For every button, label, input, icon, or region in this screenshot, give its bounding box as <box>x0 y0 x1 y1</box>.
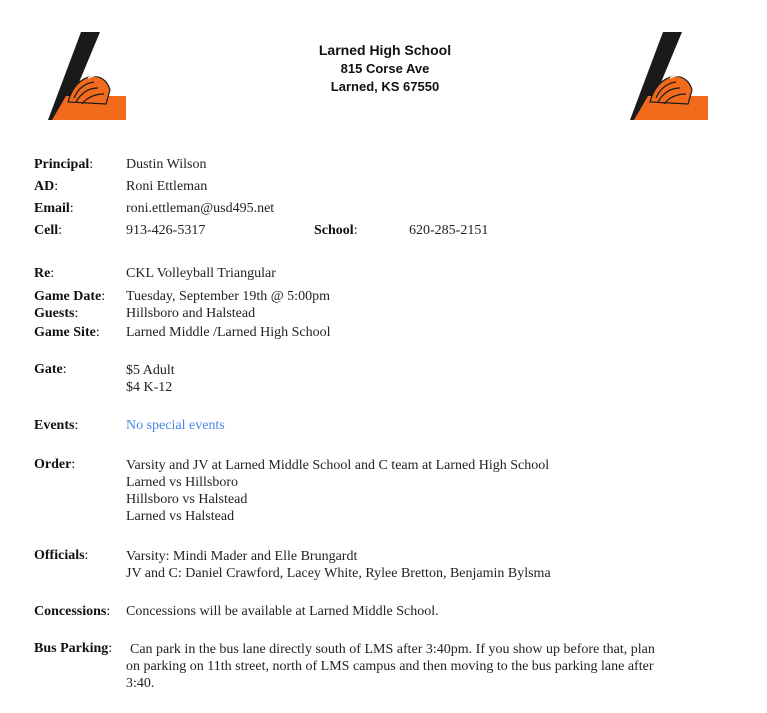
bus-line: on parking on 11th street, north of LMS campus and then moving to the bus parking lane after <box>126 659 654 674</box>
order-line: Hillsboro vs Halstead <box>126 492 248 507</box>
order-line: Larned vs Halstead <box>126 509 235 524</box>
ad-value: Roni Ettleman <box>126 179 208 194</box>
principal-value: Dustin Wilson <box>126 157 207 172</box>
game-date-value: Tuesday, September 19th @ 5:00pm <box>126 289 330 304</box>
order-list <box>126 457 549 525</box>
ad-label: AD: <box>34 179 59 194</box>
larned-logo-left <box>48 32 128 122</box>
re-label: Re: <box>34 266 55 281</box>
school-name: Larned High School <box>318 42 452 58</box>
guests-value: Hillsboro and Halstead <box>126 306 256 321</box>
bus-line: 3:40. <box>126 676 155 691</box>
order-line: Varsity and JV at Larned Middle School and C team at Larned High School <box>126 458 550 473</box>
concessions-label: Concessions: <box>34 604 111 619</box>
bus-line: Can park in the bus lane directly south of LMS after 3:40pm. If you show up before that, plan <box>130 642 655 657</box>
game-site-label: Game Site: <box>34 325 100 340</box>
events-label: Events: <box>34 418 79 433</box>
school-address: 815 Corse Ave <box>340 61 430 76</box>
officials-label: Officials: <box>34 548 89 563</box>
email-label: Email: <box>34 201 74 216</box>
officials-list <box>126 548 551 582</box>
game-site-value: Larned Middle /Larned High School <box>126 325 331 340</box>
gate-label: Gate: <box>34 362 67 377</box>
order-label: Order: <box>34 457 76 472</box>
cell-label: Cell: <box>34 223 62 238</box>
school-phone-label: School: <box>314 223 358 238</box>
larned-logo-right <box>630 32 710 122</box>
principal-label: Principal: <box>34 157 94 172</box>
guests-label: Guests: <box>34 306 79 321</box>
school-city: Larned, KS 67550 <box>330 79 440 94</box>
bus-parking-text <box>126 641 655 692</box>
cell-value: 913-426-5317 <box>126 223 206 238</box>
game-date-label: Game Date: <box>34 289 106 304</box>
bus-parking-label: Bus Parking: <box>34 641 113 656</box>
officials-line: JV and C: Daniel Crawford, Lacey White, Rylee Bretton, Benjamin Bylsma <box>126 566 551 581</box>
events-value: No special events <box>126 418 225 433</box>
letterhead <box>230 42 540 94</box>
school-phone-value: 620-285-2151 <box>409 223 489 238</box>
re-value: CKL Volleyball Triangular <box>126 266 276 281</box>
officials-line: Varsity: Mindi Mader and Elle Brungardt <box>126 549 358 564</box>
gate-student: $4 K-12 <box>126 380 173 395</box>
gate-adult: $5 Adult <box>126 363 175 378</box>
email-value: roni.ettleman@usd495.net <box>126 201 275 216</box>
gate-prices <box>126 362 175 396</box>
concessions-value: Concessions will be available at Larned Middle School. <box>126 604 439 619</box>
order-line: Larned vs Hillsboro <box>126 475 238 490</box>
